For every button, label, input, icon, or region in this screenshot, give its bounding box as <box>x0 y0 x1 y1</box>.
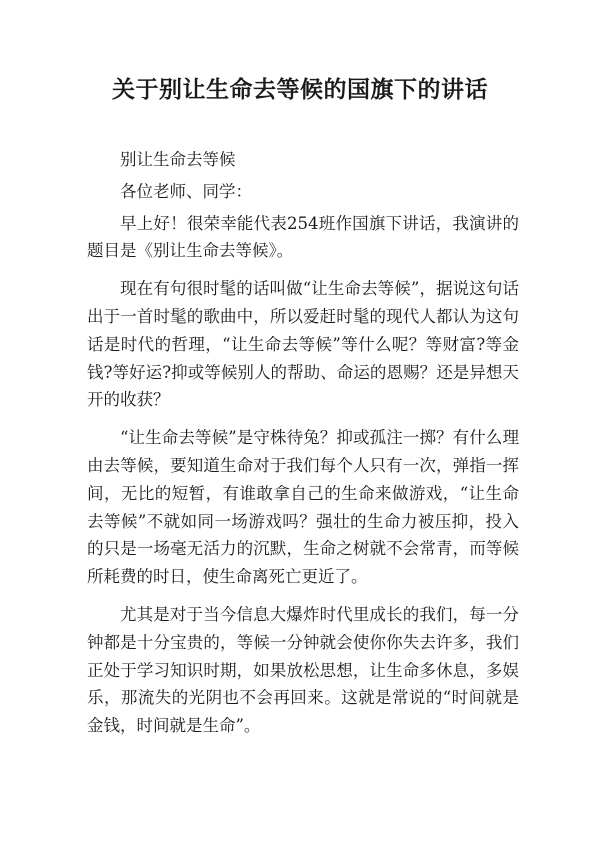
paragraph-salutation: 各位老师、同学： <box>120 181 252 201</box>
document-title: 关于别让生命去等候的国旗下的讲话 <box>112 76 488 103</box>
paragraph-body-3: 尤其是对于当今信息大爆炸时代里成长的我们，每一分钟都是十分宝贵的，等候一分钟就会使你你失去许多，我们正处于学习知识时期，如果放松思想，让生命多休息，多娱乐，那流失的光阴也不会再回来。这就是常说的“时间就是金钱，时间就是生命”。 <box>87 604 519 736</box>
paragraph-subtitle: 别让生命去等候 <box>120 150 236 169</box>
paragraph-body-2: “让生命去等候”是守株待兔？抑或孤注一掷？有什么理由去等候，要知道生命对于我们每个人只有一次，弹指一挥间，无比的短暂，有谁敢拿自己的生命来做游戏，“让生命去等候”不就如同一场游戏吗？强壮的生命力被压抑，投入的只是一场毫无活力的沉默，生命之树就不会常青，而等候所耗费的时日，使生命离死亡更近了。 <box>87 428 519 587</box>
paragraph-body-1: 现在有句很时髦的话叫做“让生命去等候”，据说这句话出于一首时髦的歌曲中，所以爱赶时髦的现代人都认为这句话是时代的哲理，“让生命去等候”等什么呢？等财富?等金钱?等好运?抑或等候别人的帮助、命运的恩赐？还是异想天开的收获？ <box>87 279 519 410</box>
document-body <box>87 146 519 750</box>
paragraph-greeting: 早上好！很荣幸能代表254班作国旗下讲话，我演讲的题目是《别让生命去等候》。 <box>87 213 519 261</box>
